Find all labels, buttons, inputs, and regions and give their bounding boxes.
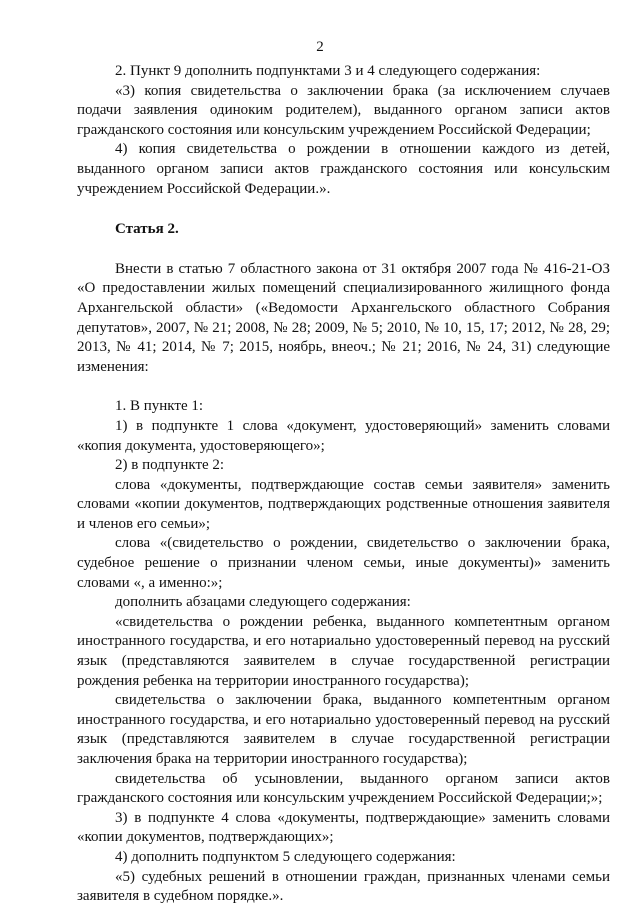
paragraph: 4) копия свидетельства о рождении в отношении каждого из детей, выданного органом записи актов гражданского состояния или консульским учреждением Российской Федерации.». bbox=[77, 141, 610, 197]
paragraph: «5) судебных решений в отношении граждан, признанных членами семьи заявителя в судебном порядке.». bbox=[77, 868, 610, 905]
article-heading: Статья 2. bbox=[115, 221, 179, 238]
document-body bbox=[77, 62, 610, 907]
paragraph: дополнить абзацами следующего содержания: bbox=[115, 594, 411, 611]
article-paragraph: Внести в статью 7 областного закона от 31 октября 2007 года № 416-21-ОЗ «О предоставлении жилых помещений специализированного жилищного фонда Архангельской области» («Ведомости Архангельского областного Собрания депутатов», 2007, № 21; 2008, № 28; 2009, № 5; 2010, № 10, 15, 17; 2012, № 28, 29; 2013, № 41; 2014, № 7; 2015, ноябрь, внеоч.; № 21; 2016, № 24, 31) следующие изменения: bbox=[77, 260, 610, 375]
paragraph: 2) в подпункте 2: bbox=[115, 457, 225, 474]
paragraph: «свидетельства о рождении ребенка, выданного компетентным органом иностранного государства, и его нотариально удостоверенный перевод на русский язык (представляются заявителем в случае государственной регистрации рождения ребенка на территории иностранного государства); bbox=[77, 613, 610, 689]
paragraph: слова «(свидетельство о рождении, свидетельство о заключении брака, судебное решение о признании членом семьи, иные документы)» заменить словами «, а именно:»; bbox=[77, 535, 610, 591]
page-number: 2 bbox=[316, 39, 324, 55]
paragraph: 1) в подпункте 1 слова «документ, удостоверяющий» заменить словами «копия документа, удостоверяющего»; bbox=[77, 417, 610, 454]
paragraph: слова «документы, подтверждающие состав семьи заявителя» заменить словами «копии документов, подтверждающих родственные отношения заявителя и членов его семьи»; bbox=[77, 476, 610, 532]
paragraph: 1. В пункте 1: bbox=[115, 398, 204, 415]
paragraph: свидетельства о заключении брака, выданного компетентным органом иностранного государства, и его нотариально удостоверенный перевод на русский язык (представляются заявителем в случае государственной регистрации заключения брака на территории иностранного государства); bbox=[77, 692, 610, 767]
paragraph: 2. Пункт 9 дополнить подпунктами 3 и 4 следующего содержания: bbox=[115, 63, 541, 79]
paragraph: 4) дополнить подпунктом 5 следующего содержания: bbox=[115, 848, 456, 865]
paragraph: свидетельства об усыновлении, выданного органом записи актов гражданского состояния или консульским учреждением Российской Федерации;»; bbox=[77, 770, 610, 807]
paragraph: 3) в подпункте 4 слова «документы, подтверждающие» заменить словами «копии документов, подтверждающих»; bbox=[77, 809, 610, 846]
paragraph: «3) копия свидетельства о заключении брака (за исключением случаев подачи заявления одиноким родителем), выданного органом записи актов гражданского состояния или консульским учреждением Российской Федерации; bbox=[77, 82, 610, 138]
